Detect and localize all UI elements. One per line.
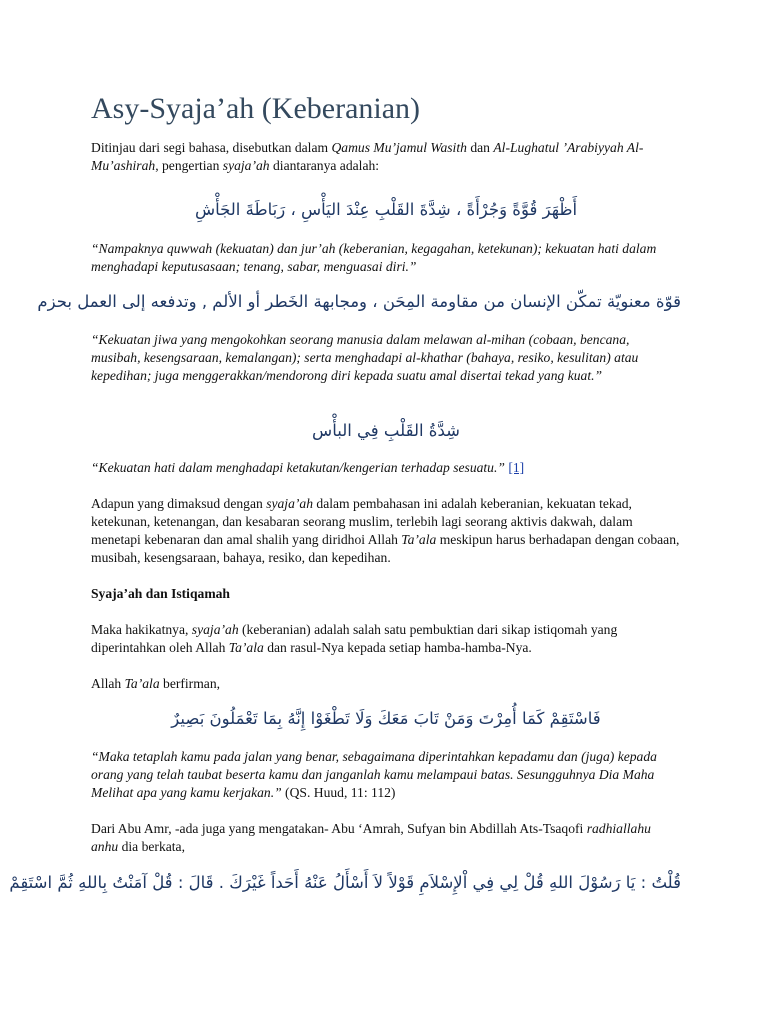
intro-paragraph [91,139,681,175]
italic-term: Ta’ala [124,676,160,691]
translation-3-text: “Kekuatan hati dalam menghadapi ketakutan/kengerian terhadap sesuatu.” [91,460,505,475]
paragraph-allah [91,675,681,693]
arabic-quote-4: فَاسْتَقِمْ كَمَا أُمِرْتَ وَمَنْ تَابَ مَعَكَ وَلَا تَطْغَوْا إِنَّهُ بِمَا تَعْمَلُونَ بَصِيرٌ [171,709,601,728]
text-run: Ditinjau dari segi bahasa, disebutkan dalam [91,140,332,155]
italic-term: syaja’ah [266,496,314,511]
translation-2: “Kekuatan jiwa yang mengokohkan seorang manusia dalam melawan al-mihan (cobaan, bencana, musibah, kesengsaraan, kemalangan); serta menghadapi al-khathar (bahaya, resiko, kesulitan) atau kepedihan; juga menggerakkan/mendorong diri kepada suatu amal disertai tekad yang kuat.” [91,332,639,383]
italic-term: Ta’ala [401,532,437,547]
translation-4-text: “Maka tetaplah kamu pada jalan yang benar, sebagaimana diperintahkan kepadamu dan (juga) kepada orang yang telah taubat beserta kamu dan janganlah kamu melampaui batas. Sesungguhnya Dia Maha Melihat apa yang kamu kerjakan.” [91,749,657,800]
text-run: meskipun harus berhadapan dengan cobaan, musibah, kesengsaraan, bahaya, resiko, dan kepedihan. [91,532,680,565]
section-heading: Syaja’ah dan Istiqamah [91,586,230,601]
italic-term: radhiallahu anhu [91,821,651,854]
arabic-quote-2: قوّة معنويّة تمكّن الإنسان من مقاومة المِحَن ، ومجابهة الخَطر أو الألم , وتدفعه إلى العمل بحزم [37,292,681,311]
translation-3 [91,459,681,477]
translation-1: “Nampaknya quwwah (kekuatan) dan jur’ah (keberanian, kegagahan, ketekunan); kekuatan hati dalam menghadapi keputusasaan; tenang, sabar, menguasai diri.” [91,241,657,274]
text-run: dia berkata, [118,839,185,854]
paragraph-adapun [91,495,681,567]
page-title: Asy-Syaja’ah (Keberanian) [91,92,421,125]
text-run: Adapun yang dimaksud dengan [91,496,267,511]
italic-term: Ta’ala [228,640,264,655]
arabic-quote-5: قُلْتُ : يَا رَسُوْلَ اللهِ قُلْ لِي فِي اْلإِسْلاَمِ قَوْلاً لاَ أَسْأَلُ عَنْهُ أَحَداً غَيْرَكَ . قَالَ : قُلْ آمَنْتُ بِاللهِ ثُمَّ اسْتَقِمْ [9,873,681,892]
translation-4 [91,748,681,802]
text-run: , pengertian [155,158,223,173]
text-run: Maka hakikatnya, [91,622,192,637]
arabic-quote-1: أَظْهَرَ قُوَّةً وَجُرْأَةً ، شِدَّةَ القَلْبِ عِنْدَ اليَأْسِ ، رَبَاطَةَ الجَأْشِ [194,200,578,219]
italic-term: syaja’ah [222,158,270,173]
text-run: berfirman, [159,676,221,691]
text-run: dalam pembahasan ini adalah keberanian, kekuatan tekad, ketekunan, ketenangan, dan kesabaran seorang muslim, terlebih lagi seorang aktivis dakwah, dalam menetapi kebenaran dan amal shalih yang diridhoi Allah [91,496,633,547]
text-run: dan [466,140,494,155]
text-run: diantaranya adalah: [269,158,380,173]
paragraph-dari [91,820,681,856]
text-run: (keberanian) adalah salah satu pembuktian dari sikap istiqomah yang diperintahkan oleh Allah [91,622,618,655]
text-run: Dari Abu Amr, -ada juga yang mengatakan- Abu ‘Amrah, Sufyan bin Abdillah Ats-Tsaqofi [91,821,587,836]
paragraph-maka [91,621,681,657]
quran-citation: (QS. Huud, 11: 112) [281,785,396,800]
italic-term: syaja’ah [191,622,239,637]
text-run: dan rasul-Nya kepada setiap hamba-hamba-Nya. [263,640,532,655]
footnote-link[interactable]: [1] [508,460,525,475]
italic-term: Al-Lughatul ’Arabiyyah Al-Mu’ashirah [91,140,644,173]
italic-term: Qamus Mu’jamul Wasith [331,140,467,155]
arabic-quote-3: شِدَّةُ القَلْبِ فِي البأْس [312,421,460,440]
text-run: Allah [91,676,125,691]
